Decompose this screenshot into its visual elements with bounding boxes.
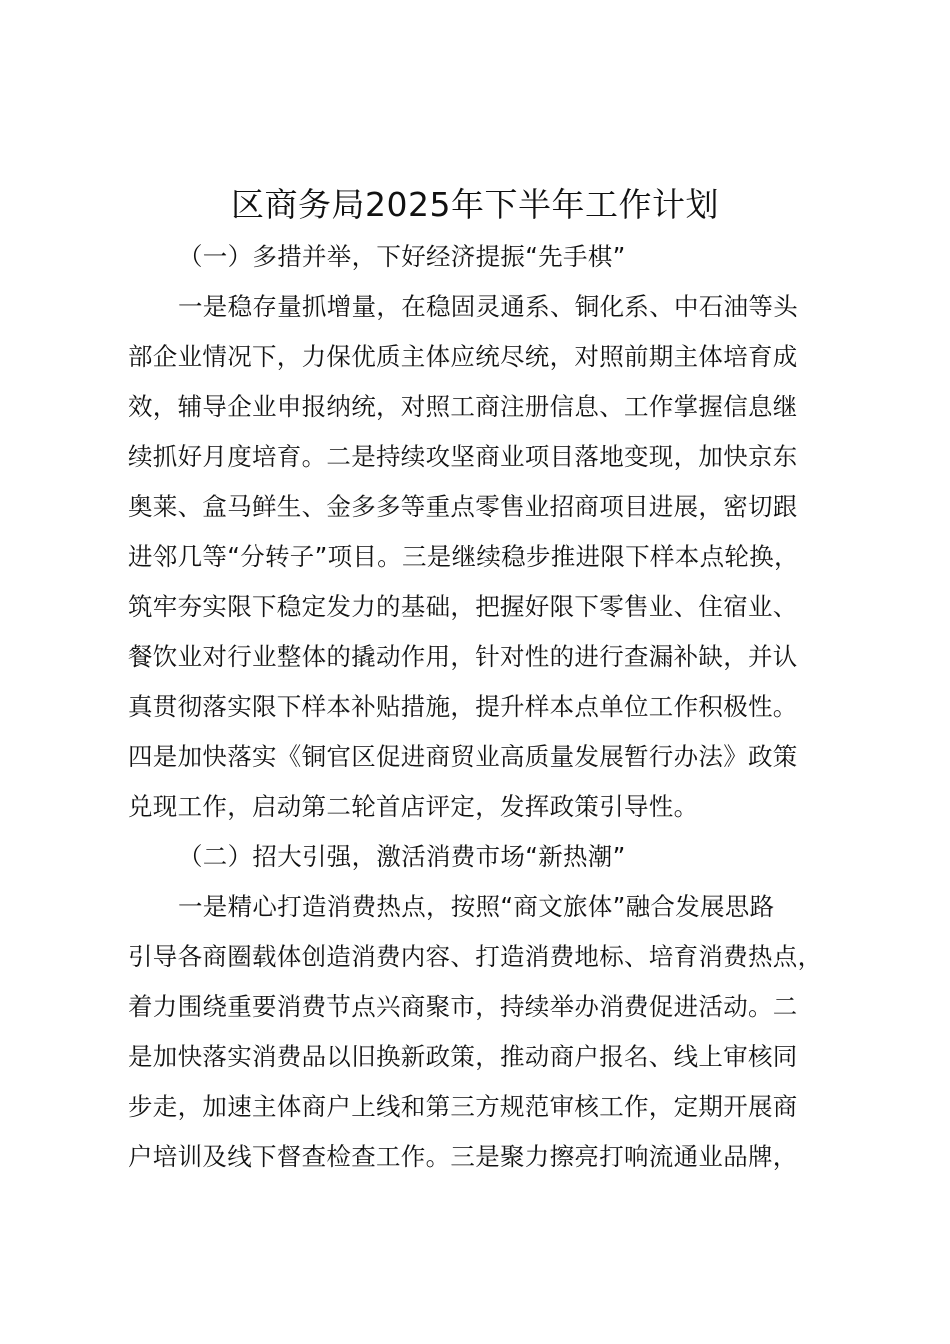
paragraph-line: 兑现工作，启动第二轮首店评定，发挥政策引导性。 [128,792,699,821]
document-body [128,232,858,1182]
paragraph-line: 户培训及线下督查检查工作。三是聚力擦亮打响流通业品牌， [128,1142,798,1171]
paragraph-line: 续抓好月度培育。二是持续攻坚商业项目落地变现，加快京东 [128,442,798,471]
paragraph-line: 引导各商圈载体创造消费内容、打造消费地标、培育消费热点， [128,942,823,971]
paragraph-line: 是加快落实消费品以旧换新政策，推动商户报名、线上审核同 [128,1042,798,1071]
paragraph-line: 进邻几等“分转子”项目。三是继续稳步推进限下样本点轮换， [128,542,799,571]
paragraph-line: 一是稳存量抓增量，在稳固灵通系、铜化系、中石油等头 [178,292,798,321]
paragraph-line: 筑牢夯实限下稳定发力的基础，把握好限下零售业、住宿业、 [128,592,798,621]
paragraph-line: 真贯彻落实限下样本补贴措施，提升样本点单位工作积极性。 [128,692,798,721]
paragraph-line: 餐饮业对行业整体的撬动作用，针对性的进行查漏补缺，并认 [128,642,798,671]
document-title: 区商务局2025年下半年工作计划 [231,185,719,224]
paragraph-line: 步走，加速主体商户上线和第三方规范审核工作，定期开展商 [128,1092,798,1121]
paragraph-line: 效，辅导企业申报纳统，对照工商注册信息、工作掌握信息继 [128,392,798,421]
paragraph-line: 着力围绕重要消费节点兴商聚市，持续举办消费促进活动。二 [128,992,798,1021]
paragraph-line: 奥莱、盒马鲜生、金多多等重点零售业招商项目进展，密切跟 [128,492,798,521]
paragraph-line: 部企业情况下，力保优质主体应统尽统，对照前期主体培育成 [128,342,798,371]
paragraph-line: 一是精心打造消费热点，按照“商文旅体”融合发展思路 [178,892,775,921]
section-heading-1: （一）多措并举，下好经济提振“先手棋” [178,242,626,271]
section-heading-2: （二）招大引强，激活消费市场“新热潮” [178,842,626,871]
paragraph-line: 四是加快落实《铜官区促进商贸业高质量发展暂行办法》政策 [128,742,798,771]
